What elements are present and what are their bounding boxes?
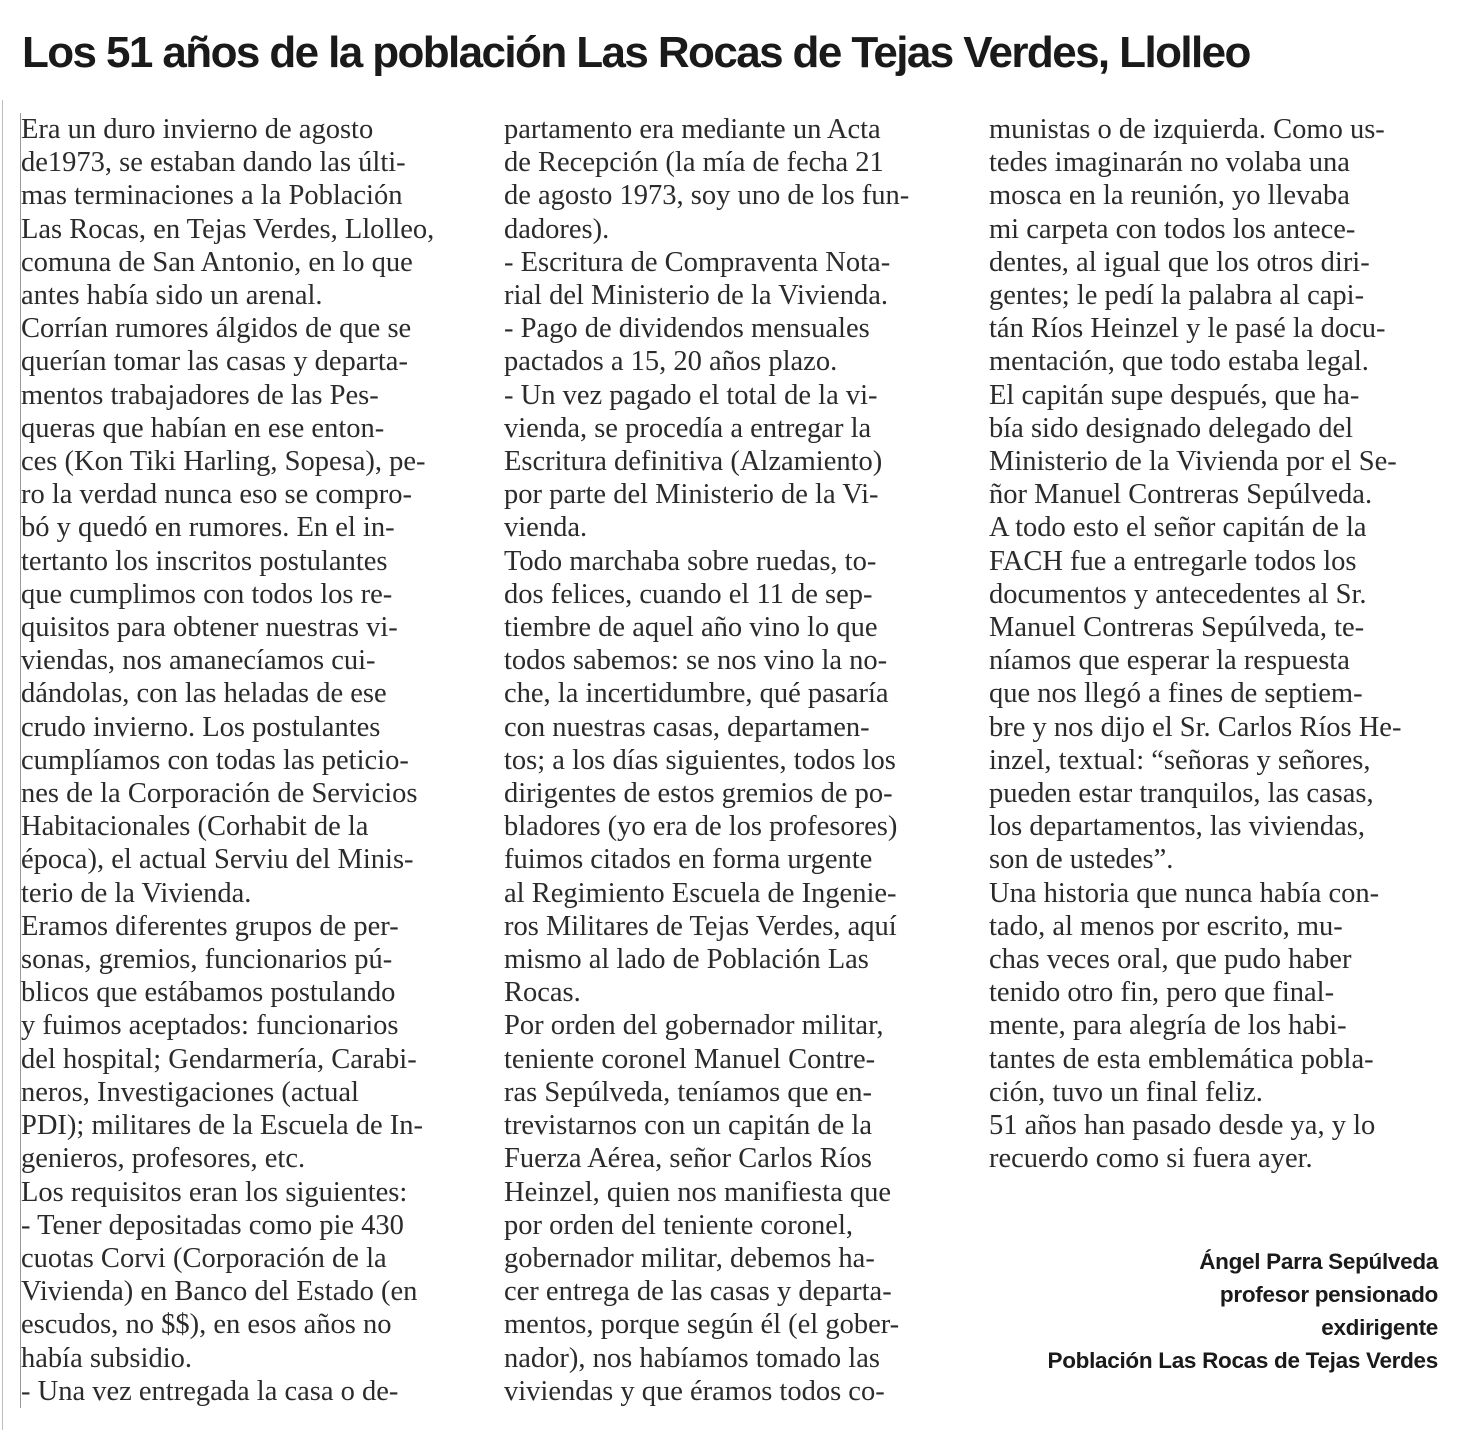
text-line: neros, Investigaciones (actual	[21, 1076, 359, 1108]
text-line: munistas o de izquierda. Como us-	[989, 114, 1385, 145]
text-line: época), el actual Serviu del Minis-	[21, 844, 414, 876]
text-line: FACH fue a entregarle todos los	[989, 545, 1357, 577]
text-line: blicos que estábamos postulando	[21, 977, 396, 1009]
text-line: por parte del Ministerio de la Vi-	[504, 479, 879, 511]
text-line: 51 años han pasado desde ya, y lo	[989, 1110, 1376, 1142]
text-line: quisitos para obtener nuestras vi-	[21, 612, 398, 644]
text-line: tertanto los inscritos postulantes	[21, 545, 388, 577]
text-line: antes había sido un arenal.	[21, 280, 323, 312]
text-line: ces (Kon Tiki Harling, Sopesa), pe-	[21, 446, 426, 478]
author-role-2: exdirigente	[1321, 1315, 1438, 1340]
text-line: Eramos diferentes grupos de per-	[21, 910, 399, 942]
text-line: Habitacionales (Corhabit de la	[21, 811, 369, 843]
text-line: El capitán supe después, que ha-	[989, 379, 1360, 411]
text-line: dadores).	[504, 213, 610, 245]
text-line: fuimos citados en forma urgente	[504, 844, 873, 876]
text-line: - Escritura de Compraventa Nota-	[504, 246, 891, 278]
text-line: cumplíamos con todas las peticio-	[21, 744, 409, 776]
text-line: - Pago de dividendos mensuales	[504, 313, 870, 345]
text-line: ción, tuvo un final feliz.	[989, 1076, 1263, 1108]
text-line: comuna de San Antonio, en lo que	[21, 246, 413, 278]
text-line: ras Sepúlveda, teníamos que en-	[504, 1076, 873, 1108]
text-line: viendas, nos amanecíamos cui-	[21, 645, 376, 677]
text-line: Los requisitos eran los siguientes:	[21, 1176, 408, 1208]
text-line: bre y nos dijo el Sr. Carlos Ríos He-	[989, 711, 1402, 743]
text-line: documentos y antecedentes al Sr.	[989, 578, 1367, 610]
article-column-2	[504, 113, 960, 1408]
text-line: dirigentes de estos gremios de po-	[504, 778, 893, 810]
text-line: los departamentos, las viviendas,	[989, 811, 1365, 843]
article-column-1	[20, 113, 481, 1408]
text-line: - Una vez entregada la casa o de-	[21, 1375, 399, 1407]
text-line: había subsidio.	[21, 1342, 192, 1374]
author-signature	[1047, 1245, 1438, 1377]
text-line: mentos, porque según él (el gober-	[504, 1309, 900, 1341]
text-line: Vivienda) en Banco del Estado (en	[21, 1276, 418, 1308]
text-line: mas terminaciones a la Población	[21, 180, 403, 212]
text-line: pueden estar tranquilos, las casas,	[989, 778, 1374, 810]
text-line: níamos que esperar la respuesta	[989, 645, 1350, 677]
text-line: pactados a 15, 20 años plazo.	[504, 346, 838, 378]
text-line: ñor Manuel Contreras Sepúlveda.	[989, 479, 1373, 511]
text-line: gentes; le pedí la palabra al capi-	[989, 280, 1365, 312]
text-line: de1973, se estaban dando las últi-	[21, 147, 406, 179]
text-line: vienda, se procedía a entregar la	[504, 412, 872, 444]
text-line: al Regimiento Escuela de Ingenie-	[504, 877, 897, 909]
text-line: dándolas, con las heladas de ese	[21, 678, 387, 710]
text-line: de agosto 1973, soy uno de los fun-	[504, 180, 910, 212]
text-line: del hospital; Gendarmería, Carabi-	[21, 1043, 417, 1075]
text-line: tenido otro fin, pero que final-	[989, 977, 1335, 1009]
text-line: Era un duro invierno de agosto	[21, 114, 374, 145]
text-line: - Un vez pagado el total de la vi-	[504, 379, 878, 411]
text-line: Las Rocas, en Tejas Verdes, Llolleo,	[21, 213, 435, 245]
text-line: A todo esto el señor capitán de la	[989, 512, 1367, 544]
text-line: mosca en la reunión, yo llevaba	[989, 180, 1350, 212]
text-line: todos sabemos: se nos vino la no-	[504, 645, 888, 677]
text-line: Ministerio de la Vivienda por el Se-	[989, 446, 1397, 478]
text-line: PDI); militares de la Escuela de In-	[21, 1110, 424, 1142]
text-line: che, la incertidumbre, qué pasaría	[504, 678, 889, 710]
text-line: recuerdo como si fuera ayer.	[989, 1143, 1313, 1175]
author-role: profesor pensionado	[1219, 1282, 1438, 1307]
text-line: mente, para alegría de los habi-	[989, 1010, 1347, 1042]
text-line: Una historia que nunca había con-	[989, 877, 1380, 909]
text-line: Por orden del gobernador militar,	[504, 1010, 884, 1042]
text-line: vienda.	[504, 512, 588, 544]
text-line: ros Militares de Tejas Verdes, aquí	[504, 910, 897, 942]
article-title: Los 51 años de la población Las Rocas de Tejas Verdes, Llolleo	[22, 28, 1250, 77]
text-line: mentación, que todo estaba legal.	[989, 346, 1369, 378]
text-line: Heinzel, quien nos manifiesta que	[504, 1176, 892, 1208]
text-line: nador), nos habíamos tomado las	[504, 1342, 880, 1374]
text-line: tantes de esta emblemática pobla-	[989, 1043, 1374, 1075]
text-line: tado, al menos por escrito, mu-	[989, 910, 1343, 942]
text-line: querían tomar las casas y departa-	[21, 346, 408, 378]
text-line: cuotas Corvi (Corporación de la	[21, 1242, 387, 1274]
text-line: crudo invierno. Los postulantes	[21, 711, 381, 743]
text-line: tiembre de aquel año vino lo que	[504, 612, 878, 644]
column-divider	[2, 100, 3, 1430]
text-line: sonas, gremios, funcionarios pú-	[21, 944, 393, 976]
text-line: rial del Ministerio de la Vivienda.	[504, 280, 888, 312]
text-line: mismo al lado de Población Las	[504, 944, 869, 976]
text-line: Manuel Contreras Sepúlveda, te-	[989, 612, 1365, 644]
text-line: Corrían rumores álgidos de que se	[21, 313, 412, 345]
text-line: con nuestras casas, departamen-	[504, 711, 870, 743]
text-line: cer entrega de las casas y departa-	[504, 1276, 892, 1308]
text-line: genieros, profesores, etc.	[21, 1143, 306, 1175]
article-column-3	[989, 113, 1439, 1176]
text-line: que cumplimos con todos los re-	[21, 578, 393, 610]
text-line: teniente coronel Manuel Contre-	[504, 1043, 876, 1075]
text-line: por orden del teniente coronel,	[504, 1209, 853, 1241]
text-line: y fuimos aceptados: funcionarios	[21, 1010, 399, 1042]
text-line: mentos trabajadores de las Pes-	[21, 379, 379, 411]
text-line: Fuerza Aérea, señor Carlos Ríos	[504, 1143, 873, 1175]
text-line: tos; a los días siguientes, todos los	[504, 744, 896, 776]
text-line: dos felices, cuando el 11 de sep-	[504, 578, 873, 610]
text-line: gobernador militar, debemos ha-	[504, 1242, 875, 1274]
text-line: Escritura definitiva (Alzamiento)	[504, 446, 883, 478]
text-line: dentes, al igual que los otros diri-	[989, 246, 1370, 278]
text-line: nes de la Corporación de Servicios	[21, 778, 418, 810]
text-line: escudos, no $$), en esos años no	[21, 1309, 392, 1341]
text-line: tán Ríos Heinzel y le pasé la docu-	[989, 313, 1386, 345]
text-line: trevistarnos con un capitán de la	[504, 1110, 872, 1142]
text-line: terio de la Vivienda.	[21, 877, 252, 909]
text-line: bía sido designado delegado del	[989, 412, 1354, 444]
text-line: mi carpeta con todos los antece-	[989, 213, 1356, 245]
text-line: tedes imaginarán no volaba una	[989, 147, 1350, 179]
author-name: Ángel Parra Sepúlveda	[1199, 1249, 1438, 1274]
text-line: bladores (yo era de los profesores)	[504, 811, 898, 843]
text-line: que nos llegó a fines de septiem-	[989, 678, 1363, 710]
text-line: inzel, textual: “señoras y señores,	[989, 744, 1371, 776]
text-line: ro la verdad nunca eso se compro-	[21, 479, 412, 511]
text-line: - Tener depositadas como pie 430	[21, 1209, 404, 1241]
text-line: viviendas y que éramos todos co-	[504, 1375, 885, 1407]
text-line: son de ustedes”.	[989, 844, 1174, 876]
author-organization: Población Las Rocas de Tejas Verdes	[1047, 1348, 1438, 1373]
text-line: chas veces oral, que pudo haber	[989, 944, 1352, 976]
text-line: queras que habían en ese enton-	[21, 412, 385, 444]
text-line: Rocas.	[504, 977, 581, 1009]
text-line: bó y quedó en rumores. En el in-	[21, 512, 395, 544]
text-line: partamento era mediante un Acta	[504, 114, 881, 145]
text-line: de Recepción (la mía de fecha 21	[504, 147, 884, 179]
text-line: Todo marchaba sobre ruedas, to-	[504, 545, 877, 577]
